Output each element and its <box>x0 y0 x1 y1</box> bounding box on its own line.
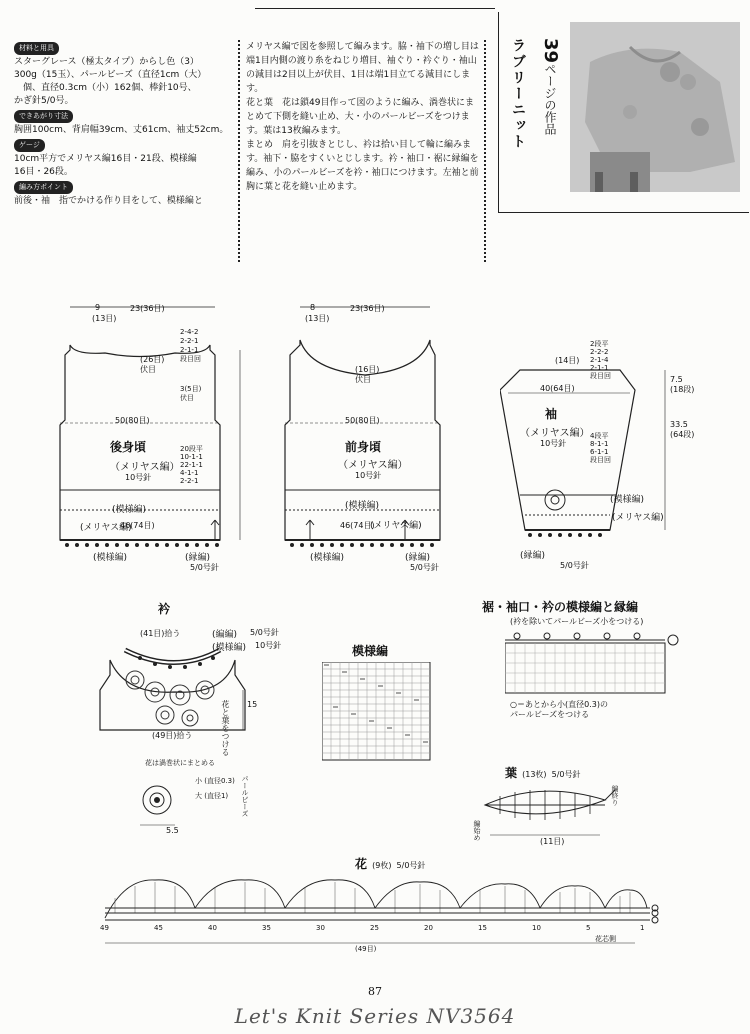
sleeve-stockinette: (メリヤス編) <box>612 513 664 523</box>
back-neck: (26目) 伏目 <box>140 355 165 374</box>
sleeve-cap-dec: 2段平 2-2-2 2-1-4 2-1-1 段目回 <box>590 340 611 380</box>
column-divider <box>238 40 240 262</box>
flower-tick-label: 30 <box>316 924 325 932</box>
page-number: 87 <box>368 985 382 998</box>
flower-tick-label: 15 <box>478 924 487 932</box>
sleeve-hook: 5/0号針 <box>560 561 589 570</box>
photo-title: ラブリーニット <box>510 38 526 150</box>
instruction-paragraph: まとめ 肩を引抜きとじし、衿は拾い目して輪に編みます。袖下・脇をすくいとじします。衿・袖口・裾に縁編を編み、小のパールビーズを衿・袖口につけます。左袖と前胸に葉と花を縫い止めます。 <box>246 140 479 192</box>
sleeve-pattern: (模様編) <box>610 495 645 505</box>
flower-tick-label: 40 <box>208 924 217 932</box>
sleeve-sub: （メリヤス編） <box>520 428 590 439</box>
materials-section-label: できあがり寸法 <box>14 110 73 123</box>
flower-tick-label: 20 <box>424 924 433 932</box>
flower-title: 花 <box>355 857 368 871</box>
flower-start: 花芯側 <box>595 935 616 943</box>
front-shoulder-sts: (13目) <box>305 314 330 323</box>
instructions-column <box>246 40 480 194</box>
front-pattern-2: (模様編) <box>310 553 345 563</box>
materials-line: かぎ針5/0号。 <box>14 96 74 106</box>
pattern-chart <box>322 662 432 762</box>
back-edge: (縁編) <box>185 553 211 563</box>
collar-title: 衿 <box>158 602 171 616</box>
bead-label: パールビーズ <box>241 775 249 817</box>
materials-line: スターグレース（極太タイプ）からし色（3） <box>14 57 199 67</box>
back-side-inc: 20段平 10-1-1 22-1-1 4-1-1 2-2-1 <box>180 445 203 485</box>
front-title: 前身頃 <box>345 440 382 454</box>
collar-side-note: 花と葉をつける <box>221 700 230 756</box>
edge-chart-title: 裾・袖口・衿の模様編と縁編 <box>482 600 639 614</box>
flower-tick-label: 49 <box>100 924 109 932</box>
flower-tick-label: 25 <box>370 924 379 932</box>
edge-bead-note: ○＝あとから小(直径0.3)の パールビーズをつける <box>510 700 608 719</box>
sleeve-edge: (縁編) <box>520 551 546 561</box>
front-top-width: 23(36目) <box>350 304 385 313</box>
leaf-needle: 5/0号針 <box>551 770 581 779</box>
collar-edge: (編編) <box>212 630 238 640</box>
back-pattern-1: (模様編) <box>112 505 147 515</box>
collar-hook: 5/0号針 <box>250 628 279 637</box>
back-stockinette: (メリヤス編) <box>80 523 132 533</box>
back-sub: （メリヤス編） <box>110 462 180 473</box>
collar-needle: 10号針 <box>255 641 282 650</box>
front-shoulder: 8 <box>310 303 316 312</box>
collar-dim: 15 <box>247 700 258 709</box>
materials-section-label: ゲージ <box>14 139 45 152</box>
edge-chart <box>505 628 680 698</box>
flower-note: 花は渦巻状にまとめる <box>145 759 215 767</box>
materials-line: 300g（15玉）、パールビーズ（直径1cm（大） <box>14 70 207 80</box>
flower-tick-label: 35 <box>262 924 271 932</box>
front-edge: (縁編) <box>405 553 431 563</box>
front-sub: （メリヤス編） <box>338 460 408 471</box>
materials-section-label: 材料と用具 <box>14 42 59 55</box>
sleeve-top: (14目) <box>555 356 580 365</box>
back-top-width: 23(36目) <box>130 304 165 313</box>
back-shoulder-sts: (13目) <box>92 314 117 323</box>
front-width: 50(80目) <box>345 416 380 425</box>
back-pattern-2: (模様編) <box>93 553 128 563</box>
collar-pickup-2: (49目)拾う <box>152 731 193 740</box>
header-rule <box>255 0 495 9</box>
materials-line: 16目・26段。 <box>14 167 73 177</box>
bead-small: 小 (直径0.3) <box>195 777 235 785</box>
front-needle: 10号針 <box>355 471 382 480</box>
materials-section-label: 編み方ポイント <box>14 181 73 194</box>
front-hook: 5/0号針 <box>410 563 439 572</box>
leaf-heading <box>505 762 581 781</box>
front-pattern-1: (模様編) <box>345 501 380 511</box>
materials-line: 10cm平方でメリヤス編16目・21段、模様編 <box>14 154 197 164</box>
front-width-hem: 46(74目) <box>340 521 375 530</box>
leaf-count: (13枚) <box>522 770 547 779</box>
back-neck-dec: 2-4-2 2-2-1 2-1-1 段目回 <box>180 328 201 363</box>
front-neck: (16目) 伏目 <box>355 365 380 384</box>
instruction-paragraph: メリヤス編で図を参照して編みます。脇・袖下の増し目は端1目内側の渡り糸をねじり増目、袖ぐり・衿ぐり・袖山の減目は2目以上が伏目、1目は端1目立てる減目にします。 <box>246 42 479 94</box>
front-stockinette: (メリヤス編) <box>370 521 422 531</box>
pattern-chart-title: 模様編 <box>352 644 389 658</box>
edge-chart-note: (衿を除いてパールビーズ小をつける) <box>510 617 644 626</box>
instruction-paragraph: 花と葉 花は鎖49目作って図のように編み、渦巻状にまとめて下側を縫い止め、大・小のパールビーズをつけます。葉は13枚編みます。 <box>246 98 474 136</box>
sleeve-cap: 7.5 (18段) <box>670 375 695 394</box>
photo-caption: 39ページの作品 <box>540 38 561 136</box>
flower-tick-label: 10 <box>532 924 541 932</box>
flower-tick-label: 5 <box>586 924 591 932</box>
series-title: Let's Knit Series NV3564 <box>234 1004 516 1028</box>
back-needle: 10号針 <box>125 473 152 482</box>
sleeve-width: 40(64目) <box>540 384 575 393</box>
flower-dim: 5.5 <box>166 826 179 835</box>
flower-tick-label: 45 <box>154 924 163 932</box>
collar-pattern: (模様編) <box>212 643 247 653</box>
leaf-end: 編終り <box>611 785 619 806</box>
column-divider-2 <box>484 40 486 262</box>
leaf-stitches: (11目) <box>540 837 565 846</box>
sleeve-title: 袖 <box>545 407 558 421</box>
back-armhole: 3(5目) 伏目 <box>180 385 202 402</box>
materials-line: 前後・袖 指でかける作り目をして、模様編と <box>14 196 203 206</box>
flower-needle: 5/0号針 <box>396 861 426 870</box>
back-hook: 5/0号針 <box>190 563 219 572</box>
bead-large: 大 (直径1) <box>195 792 229 800</box>
materials-line: 胸囲100cm、背肩幅39cm、丈61cm、袖丈52cm。 <box>14 125 229 135</box>
sleeve-needle: 10号針 <box>540 439 567 448</box>
back-shoulder: 9 <box>95 303 101 312</box>
flower-stitches: (49目) <box>355 945 377 953</box>
materials-column <box>14 40 236 208</box>
sweater-photo <box>570 22 740 192</box>
leaf-start: 編始め <box>473 820 481 841</box>
flower-chart <box>95 868 665 953</box>
collar-pickup: (41目)拾う <box>140 629 181 638</box>
leaf-title: 葉 <box>505 766 518 780</box>
back-width-hem: 46(74目) <box>120 521 155 530</box>
sleeve-length: 33.5 (64段) <box>670 420 695 439</box>
flower-tick-label: 1 <box>640 924 645 932</box>
back-title: 後身頃 <box>110 440 147 454</box>
materials-line: 個、直径0.3cm（小）162個、棒針10号、 <box>14 83 197 93</box>
flower-count: (9枚) <box>372 861 392 870</box>
back-width: 50(80目) <box>115 416 150 425</box>
sleeve-inc: 4段平 8-1-1 6-1-1 段目回 <box>590 432 611 464</box>
